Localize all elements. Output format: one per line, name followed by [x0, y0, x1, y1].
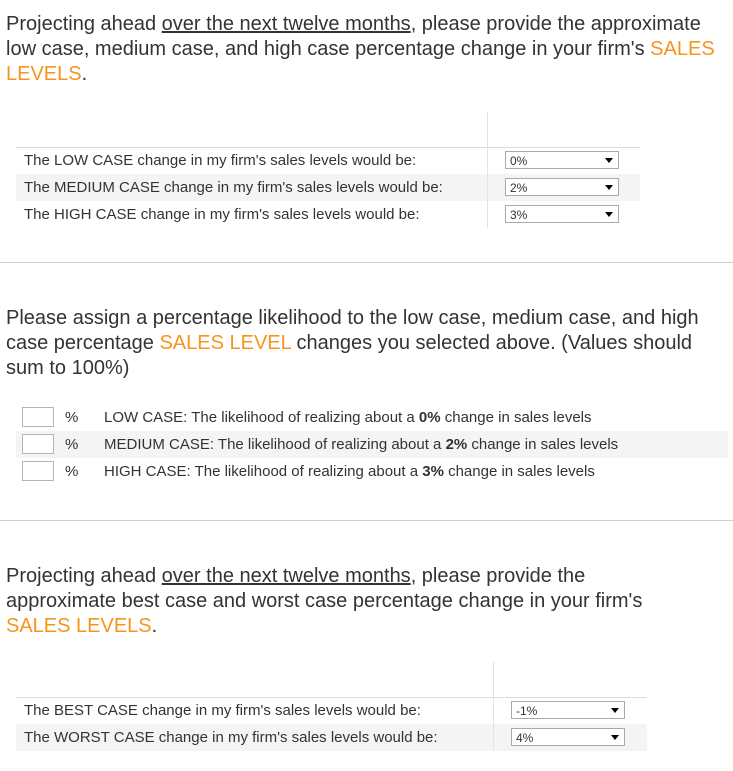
dropdown-arrow-icon	[611, 708, 619, 713]
percent-unit: %	[65, 409, 79, 426]
worst-case-dropdown[interactable]: 4%	[511, 728, 625, 746]
likelihood-row-low-case	[16, 404, 728, 431]
matrix-row-low-case	[16, 147, 640, 174]
accent-sales-levels: SALES LEVELS	[6, 615, 152, 637]
best-case-dropdown[interactable]: -1%	[511, 701, 625, 719]
accent-sales-levels: SALES LEVELS	[6, 38, 715, 85]
matrix-row-label: The MEDIUM CASE change in my firm's sales levels would be:	[24, 179, 443, 196]
section-divider-1	[0, 262, 733, 263]
high-case-dropdown[interactable]: 3%	[505, 205, 619, 223]
low-case-dropdown[interactable]: 0%	[505, 151, 619, 169]
matrix-row-best-case	[16, 697, 647, 724]
matrix-row-label: The BEST CASE change in my firm's sales levels would be:	[24, 702, 421, 719]
matrix-row-label: The HIGH CASE change in my firm's sales levels would be:	[24, 206, 420, 223]
dropdown-arrow-icon	[605, 212, 613, 217]
matrix-row-label: The LOW CASE change in my firm's sales levels would be:	[24, 152, 417, 169]
timeframe-underline: over the next twelve months	[161, 13, 411, 35]
likelihood-row-high-case	[16, 458, 728, 485]
likelihood-row-label: MEDIUM CASE: The likelihood of realizing about a 2% change in sales levels	[104, 436, 619, 453]
section-divider-2	[0, 520, 733, 521]
question-2-text: Please assign a percentage likelihood to the low case, medium case, and high case percentage SALES LEVEL changes you selected above. (Values should sum to 100%)	[6, 307, 699, 379]
question-3-text: Projecting ahead over the next twelve months, please provide the approximate best case and worst case percentage change in your firm's SALES LEVELS.	[6, 565, 643, 637]
low-case-likelihood-input[interactable]	[22, 407, 54, 427]
timeframe-underline: over the next twelve months	[161, 565, 411, 587]
matrix-row-medium-case	[16, 174, 640, 201]
dropdown-arrow-icon	[611, 735, 619, 740]
dropdown-arrow-icon	[605, 158, 613, 163]
medium-case-likelihood-input[interactable]	[22, 434, 54, 454]
medium-case-dropdown[interactable]: 2%	[505, 178, 619, 196]
dropdown-arrow-icon	[605, 185, 613, 190]
question-1-text: Projecting ahead over the next twelve months, please provide the approximate low case, medium case, and high case percentage change in your firm's SALES LEVELS.	[6, 13, 715, 85]
high-case-likelihood-input[interactable]	[22, 461, 54, 481]
matrix-row-worst-case	[16, 724, 647, 751]
likelihood-row-label: LOW CASE: The likelihood of realizing about a 0% change in sales levels	[104, 409, 592, 426]
matrix-row-label: The WORST CASE change in my firm's sales levels would be:	[24, 729, 438, 746]
percent-unit: %	[65, 436, 79, 453]
likelihood-row-label: HIGH CASE: The likelihood of realizing about a 3% change in sales levels	[104, 463, 595, 480]
percent-unit: %	[65, 463, 79, 480]
accent-sales-level: SALES LEVEL	[159, 332, 291, 354]
likelihood-row-medium-case	[16, 431, 728, 458]
matrix-row-high-case	[16, 201, 640, 228]
